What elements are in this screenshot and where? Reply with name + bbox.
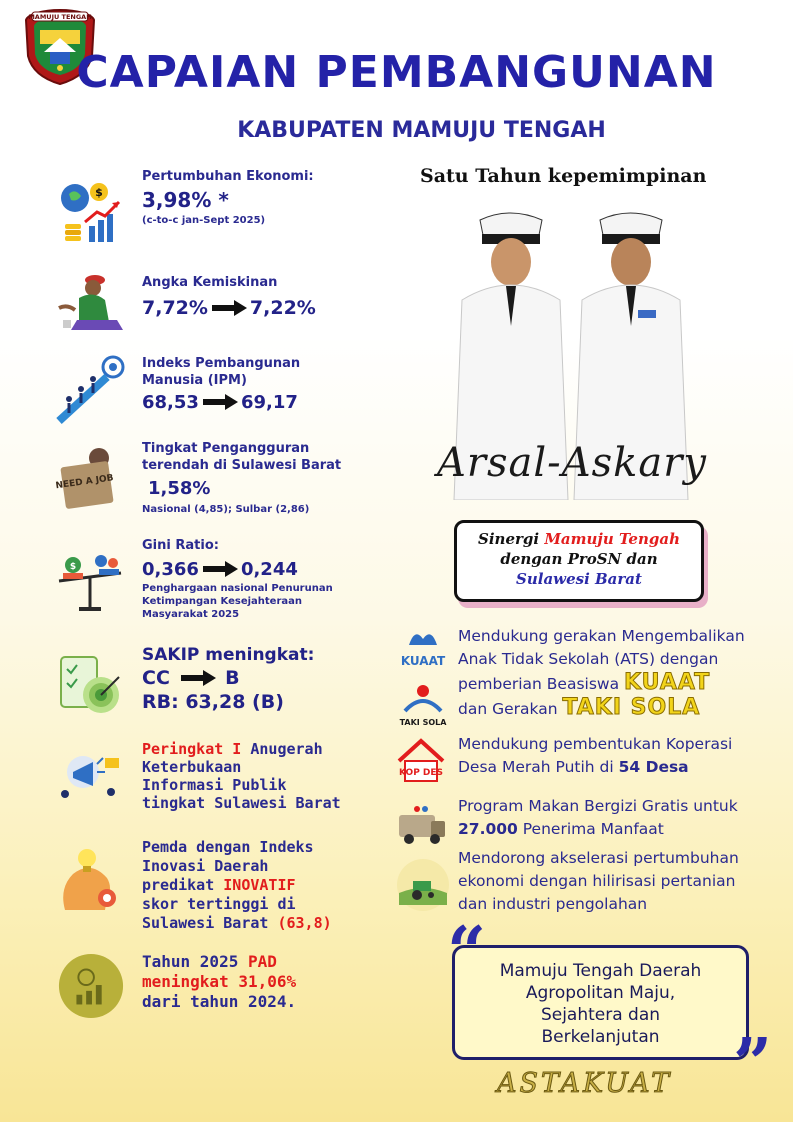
innovation-line-1: Pemda dengan Indeks [142, 838, 314, 856]
pad-label: PAD [247, 952, 277, 971]
koperasi-villages: 54 Desa [618, 758, 689, 776]
koperasi-line-1: Mendukung pembentukan Koperasi [458, 735, 733, 753]
item-innovation-index [55, 838, 345, 938]
sakip-rb-value: RB: 63,28 (B) [142, 691, 284, 713]
taki-sola-logo-icon [395, 677, 451, 733]
ats-line-4: dan Gerakan [458, 700, 563, 718]
need-a-job-sign-text: NEED A JOB [55, 473, 115, 492]
economy-growth-icon [55, 176, 125, 246]
ats-line-1: Mendukung gerakan Mengembalikan [458, 627, 745, 645]
poverty-to-value: 7,22% [249, 297, 316, 319]
revenue-chart-icon [57, 952, 125, 1020]
need-a-job-sign-icon [55, 446, 125, 516]
item-pad-revenue [55, 952, 345, 1022]
balance-scale-icon [55, 547, 125, 617]
gini-to-value: 0,244 [240, 559, 298, 580]
tagline: ASTAKUAT [497, 1068, 673, 1099]
pad-line-3: dari tahun 2024. [142, 992, 297, 1011]
synergy-word: Sinergi [478, 530, 545, 548]
svg-text:$: $ [69, 562, 77, 572]
program-mbg [395, 795, 775, 845]
kuaat-logo-text: KUAAT [400, 654, 446, 668]
item-public-information-award [55, 740, 345, 820]
kop-des-logo-icon [395, 731, 451, 787]
poverty-from-value: 7,72% [142, 297, 208, 319]
idea-head-icon [55, 846, 125, 916]
quote-line-3: Sejahtera dan [540, 1005, 661, 1025]
gini-note-line-2: Ketimpangan Kesejahteraan [142, 596, 303, 607]
innovation-line-2: Inovasi Daerah [142, 857, 269, 875]
hilirisasi-line-3: dan industri pengolahan [458, 895, 648, 913]
innovation-line-4: skor tertinggi di [142, 895, 296, 913]
item-human-development-index [55, 355, 345, 430]
synergy-region: Mamuju Tengah [544, 530, 680, 548]
unemployment-value: 1,58% [148, 478, 211, 499]
quote-line-1: Mamuju Tengah Daerah [499, 961, 702, 981]
gini-note-line-1: Penghargaan nasional Penurunan [142, 583, 333, 594]
innovation-score: (63,8) [277, 914, 332, 932]
kuaat-label: KUAAT [624, 670, 711, 695]
item-economic-growth [55, 168, 345, 248]
ipm-from-value: 68,53 [142, 392, 199, 413]
economic-growth-note: (c-to-c jan-Sept 2025) [142, 215, 266, 226]
gini-from-value: 0,366 [142, 559, 199, 580]
item-sakip [55, 645, 345, 725]
unemployment-label-line-2: terendah di Sulawesi Barat [142, 458, 342, 473]
item-unemployment [55, 440, 345, 525]
pad-increase: meningkat 31,06% [142, 972, 297, 991]
item-gini-ratio [55, 537, 345, 627]
arrow-right-icon [179, 669, 217, 687]
gini-note-line-3: Masyarakat 2025 [142, 609, 240, 620]
synergy-line-2: dengan ProSN dan [500, 550, 658, 568]
ipm-to-value: 69,17 [240, 392, 298, 413]
page-subtitle: KABUPATEN MAMUJU TENGAH [237, 118, 606, 143]
sakip-from-value: CC [142, 667, 170, 689]
innovation-line-5: Sulawesi Barat [142, 914, 278, 932]
program-ats [395, 625, 775, 725]
kuaat-logo-icon [395, 625, 451, 681]
poverty-person-icon [55, 270, 125, 340]
ipm-label-line-2: Manusia (IPM) [142, 373, 247, 388]
target-checklist-icon [55, 651, 125, 721]
mbg-line-1: Program Makan Bergizi Gratis untuk [458, 797, 738, 815]
unemployment-label-line-1: Tingkat Pengangguran [142, 441, 310, 456]
public-info-text [142, 740, 345, 812]
award-line-3: Informasi Publik [142, 776, 287, 794]
progress-climb-icon [55, 355, 125, 425]
leadership-year-label: Satu Tahun kepemimpinan [420, 165, 707, 187]
mbg-recipients: 27.000 [458, 820, 518, 838]
food-truck-icon [395, 795, 451, 851]
agriculture-tractor-icon [395, 857, 451, 913]
mbg-line-2: Penerima Manfaat [517, 820, 664, 838]
vision-quote-box [452, 945, 749, 1060]
close-quote-icon: ” [733, 1024, 773, 1104]
taki-sola-label: TAKI SOLA [562, 695, 701, 720]
pad-line-1: Tahun 2025 [142, 952, 248, 971]
synergy-box [454, 520, 704, 602]
open-quote-icon: “ [447, 912, 487, 992]
sakip-label: SAKIP meningkat: [142, 645, 315, 665]
taki-sola-logo-text: TAKI SOLA [399, 718, 447, 727]
unemployment-note: Nasional (4,85); Sulbar (2,86) [142, 504, 310, 515]
hilirisasi-line-1: Mendorong akselerasi pertumbuhan [458, 849, 739, 867]
arrow-right-icon [201, 393, 239, 411]
sakip-to-value: B [225, 667, 240, 689]
megaphone-team-icon [55, 744, 125, 814]
quote-line-4: Berkelanjutan [541, 1027, 660, 1047]
innovative-rating: INOVATIF [223, 876, 296, 894]
leaders-signature: Arsal-Askary [437, 440, 707, 486]
koperasi-line-2: Desa Merah Putih di [458, 758, 619, 776]
arrow-right-icon [201, 560, 239, 578]
ats-line-3: pemberian Beasiswa [458, 675, 625, 693]
program-hilirisasi [395, 847, 775, 922]
rank-first-label: Peringkat I [142, 740, 242, 758]
synergy-line-3: Sulawesi Barat [516, 570, 642, 588]
ipm-label-line-1: Indeks Pembangunan [142, 356, 301, 371]
svg-text:$: $ [95, 186, 103, 199]
hilirisasi-line-2: ekonomi dengan hilirisasi pertanian [458, 872, 736, 890]
gini-label: Gini Ratio: [142, 538, 219, 553]
page-title: CAPAIAN PEMBANGUNAN [76, 47, 717, 98]
innovation-line-3: predikat [142, 876, 224, 894]
award-line-4: tingkat Sulawesi Barat [142, 794, 341, 812]
program-koperasi [395, 733, 775, 783]
logo-text: MAMUJU TENGAH [28, 13, 92, 21]
item-poverty-rate [55, 270, 345, 340]
quote-line-2: Agropolitan Maju, [525, 983, 676, 1003]
economic-growth-label: Pertumbuhan Ekonomi: [142, 169, 314, 184]
poverty-label: Angka Kemiskinan [142, 275, 278, 290]
award-line-2: Keterbukaan [142, 758, 242, 776]
kop-des-logo-text: KOP DES [398, 768, 444, 778]
award-line-1: Anugerah [241, 740, 323, 758]
arrow-right-icon [210, 299, 248, 317]
ats-line-2: Anak Tidak Sekolah (ATS) dengan [458, 650, 719, 668]
economic-growth-value: 3,98% * [142, 188, 229, 212]
